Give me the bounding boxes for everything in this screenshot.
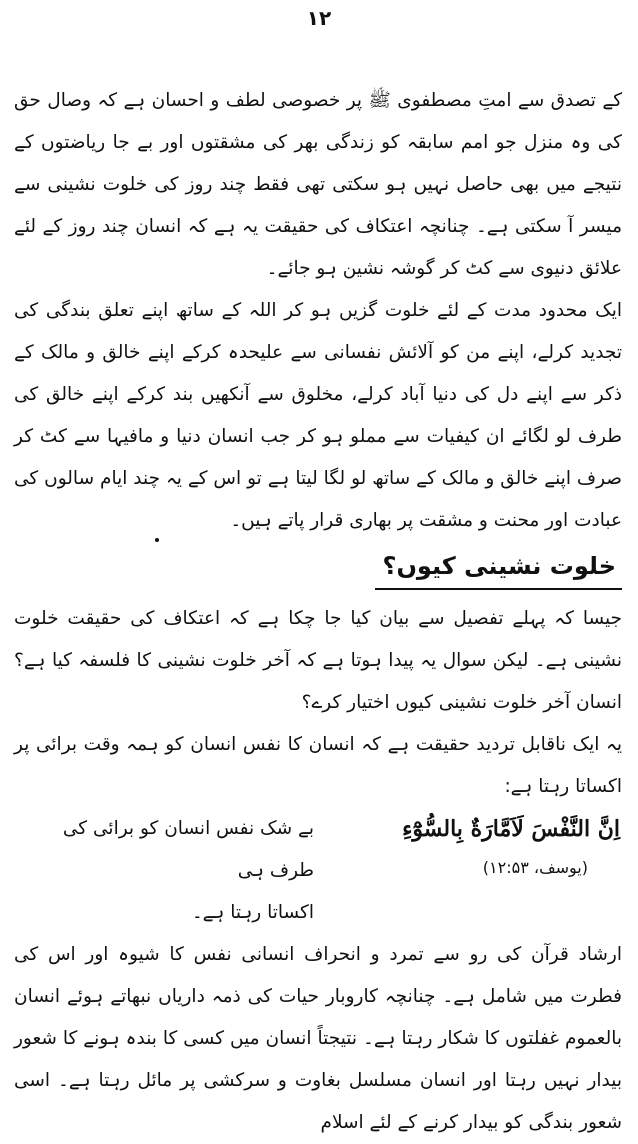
paragraph: ایک محدود مدت کے لئے خلوت گزیں ہو کر اللہ کے ساتھ اپنے تعلق بندگی کی تجدید کرلے، اپنے من کو آلائش نفسانی سے علیحدہ کرکے اپنے خالق و مالک کے ذکر سے اپنے دل کی دنیا آباد کرلے، مخلوق سے آنکھیں بند کرکے اپنے خالق کی طرف لو لگائے ان کیفیات سے مملو ہو کر جب انسان دنیا و مافیہا سے کٹ کر صرف اپنے خالق و مالک کے ساتھ لو لگا لیتا ہے تو اس کے یہ چند ایام سالوں کی عبادت اور محنت و مشقت پر بھاری قرار پاتے ہیں۔ [14, 300, 622, 531]
quote-translation-line: اکساتا رہتا ہے۔ [191, 902, 314, 923]
paragraph: ارشاد قرآن کی رو سے تمرد و انحراف انسانی نفس کا شیوہ اور اس کی فطرت میں شامل ہے۔ چنانچہ کاروبار حیات کی ذمہ داریاں نبھاتے ہوئے انسان بالعموم غفلتوں کا شکار رہتا ہے۔ نتیجتاً انسان میں کسی کا بندہ ہونے کا شعور بیدار نہیں رہتا اور انسان مسلسل بغاوت و سرکشی پر مائل رہتا ہے۔ اسی شعور بندگی کو بیدار کرنے کے لئے اسلام [14, 944, 622, 1133]
paragraph: جیسا کہ پہلے تفصیل سے بیان کیا جا چکا ہے کہ اعتکاف کی حقیقت خلوت نشینی ہے۔ لیکن سوال یہ پیدا ہوتا ہے کہ آخر خلوت نشینی کا فلسفہ کیا ہے؟ انسان آخر خلوت نشینی کیوں اختیار کرے؟ [14, 608, 622, 713]
quote-reference: (یوسف، ۱۲:۵۳) [482, 858, 588, 877]
quote-arabic-text: اِنَّ النَّفْسَ لَاَمَّارَةٌ بِالسُّوْٓءِ [402, 816, 620, 842]
page-number: ۱۲ [306, 6, 332, 30]
quote-translation-line: بے شک نفس انسان کو برائی کی طرف ہی [62, 818, 314, 881]
paragraph: یہ ایک ناقابل تردید حقیقت ہے کہ انسان کا نفس انسان کو ہمہ وقت برائی پر اکساتا رہتا ہے: [14, 734, 622, 797]
stray-mark [155, 538, 159, 542]
quote-arabic-column [402, 808, 622, 886]
section-heading-wrap [14, 546, 622, 590]
quote-translation [14, 808, 314, 934]
document-body [14, 80, 622, 1144]
section-heading: خلوت نشینی کیوں؟ [375, 546, 622, 590]
paragraph: کے تصدق سے امتِ مصطفوی ﷺ پر خصوصی لطف و احسان ہے کہ وصال حق کی وہ منزل جو امم سابقہ کو زندگی بھر کی مشقتوں اور بے جا ریاضتوں کے نتیجے میں بھی حاصل نہیں ہو سکتی تھی فقط چند روز کی خلوت نشینی سے میسر آ سکتی ہے۔ چنانچہ اعتکاف کی حقیقت یہ ہے کہ انسان چند روز کے لئے علائق دنیوی سے کٹ کر گوشہ نشین ہو جائے۔ [14, 90, 622, 279]
quran-quote [14, 808, 622, 934]
